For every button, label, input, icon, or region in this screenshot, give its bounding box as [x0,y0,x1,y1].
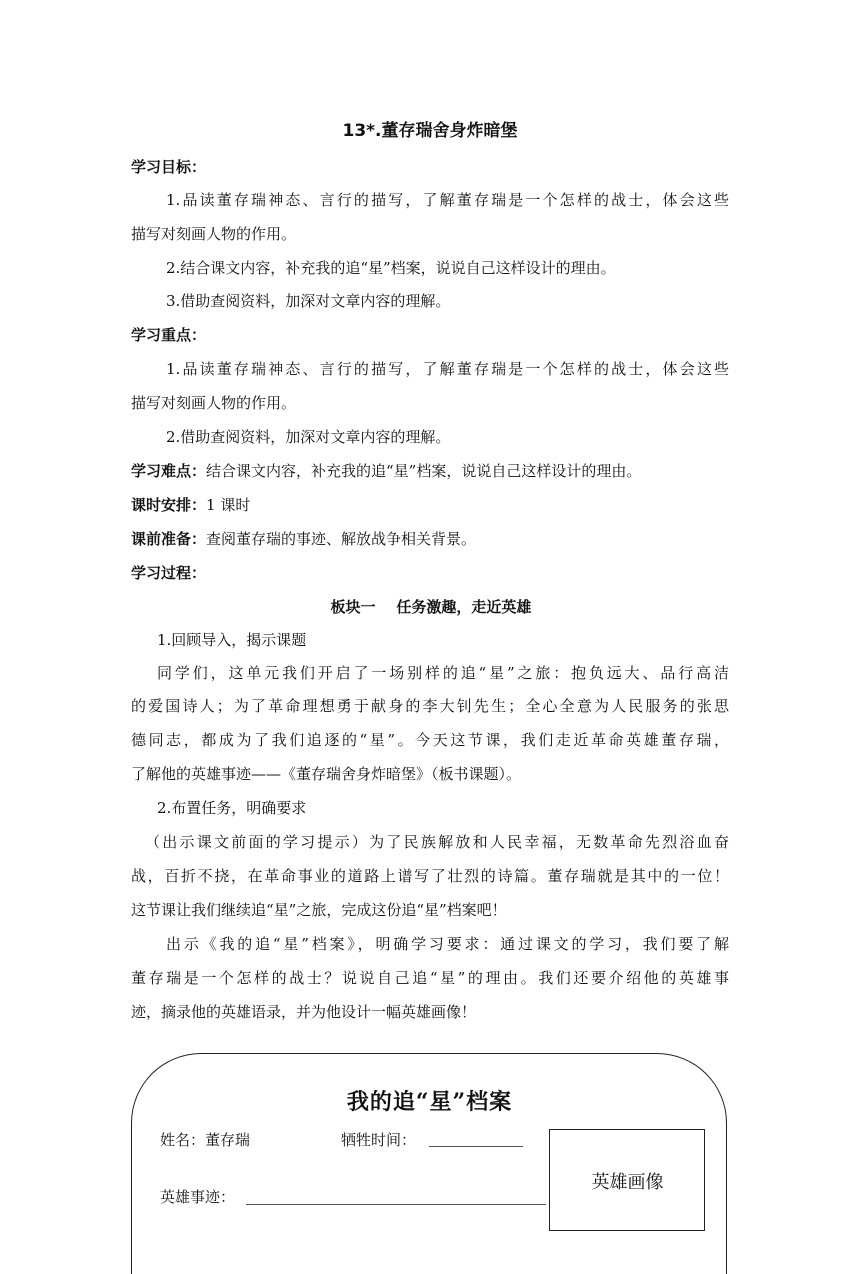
difficulty-text: 结合课文内容，补充我的追“星”档案，说说自己这样设计的理由。 [206,462,642,480]
para3-line-2: 董存瑞是一个怎样的战士？说说自己追“星”的理由。我们还要介绍他的英雄事 [131,969,729,987]
preparation-text: 查阅董存瑞的事迹、解放战争相关背景。 [206,530,477,548]
para1-line-1: 同学们，这单元我们开启了一场别样的追“星”之旅：抱负远大、品行高洁 [157,664,729,682]
schedule-row [131,494,731,516]
lesson-title: 13*.董存瑞舍身炸暗堡 [342,121,518,141]
step-1: 1.回顾导入，揭示课题 [157,631,307,649]
para2-line-1: （出示课文前面的学习提示）为了民族解放和人民幸福，无数革命先烈浴血奋 [145,833,729,851]
focus-1-line-2: 描写对刻画人物的作用。 [131,394,297,412]
focus-heading: 学习重点： [131,326,207,344]
objective-1-line-2: 描写对刻画人物的作用。 [131,225,297,243]
para2-line-3: 这节课让我们继续追“星”之旅，完成这份追“星”档案吧！ [131,901,507,919]
objective-3: 3.借助查阅资料，加深对文章内容的理解。 [166,292,451,310]
para1-line-4: 了解他的英雄事迹——《董存瑞舍身炸暗堡》（板书课题）。 [131,765,522,783]
sacrifice-time-blank[interactable] [429,1146,523,1147]
preparation-row [131,528,731,550]
name-field: 姓名：董存瑞 [160,1131,251,1149]
para1-line-2: 的爱国诗人；为了革命理想勇于献身的李大钊先生；全心全意为人民服务的张思 [131,697,729,715]
objective-2: 2.结合课文内容，补充我的追“星”档案，说说自己这样设计的理由。 [166,259,616,277]
card-title: 我的追“星”档案 [346,1089,513,1115]
deeds-label: 英雄事迹： [160,1188,236,1206]
deeds-blank[interactable] [246,1204,546,1205]
para2-line-2: 战，百折不挠，在革命事业的道路上谱写了壮烈的诗篇。董存瑞就是其中的一位！ [131,867,729,885]
section-title: 板块一 任务激趣，走近英雄 [330,598,532,616]
objectives-heading: 学习目标： [131,158,207,176]
preparation-heading: 课前准备： [131,530,207,548]
para3-line-3: 迹，摘录他的英雄语录，并为他设计一幅英雄画像！ [131,1003,477,1021]
schedule-heading: 课时安排： [131,496,207,514]
focus-1-line-1: 1.品读董存瑞神态、言行的描写，了解董存瑞是一个怎样的战士，体会这些 [166,360,729,378]
schedule-text: 1 课时 [206,496,251,514]
difficulty-heading: 学习难点： [131,462,207,480]
sacrifice-time-label: 牺牲时间： [341,1131,417,1149]
focus-2: 2.借助查阅资料，加深对文章内容的理解。 [166,428,451,446]
para3-line-1: 出示《我的追“星”档案》，明确学习要求：通过课文的学习，我们要了解 [166,935,729,953]
portrait-label: 英雄画像 [591,1172,664,1193]
objective-1-line-1: 1.品读董存瑞神态、言行的描写，了解董存瑞是一个怎样的战士，体会这些 [166,191,729,209]
step-2: 2.布置任务，明确要求 [157,799,307,817]
para1-line-3: 德同志，都成为了我们追逐的“星”。今天这节课，我们走近革命英雄董存瑞， [131,731,729,749]
process-heading: 学习过程： [131,564,207,582]
difficulty-row [131,460,731,482]
